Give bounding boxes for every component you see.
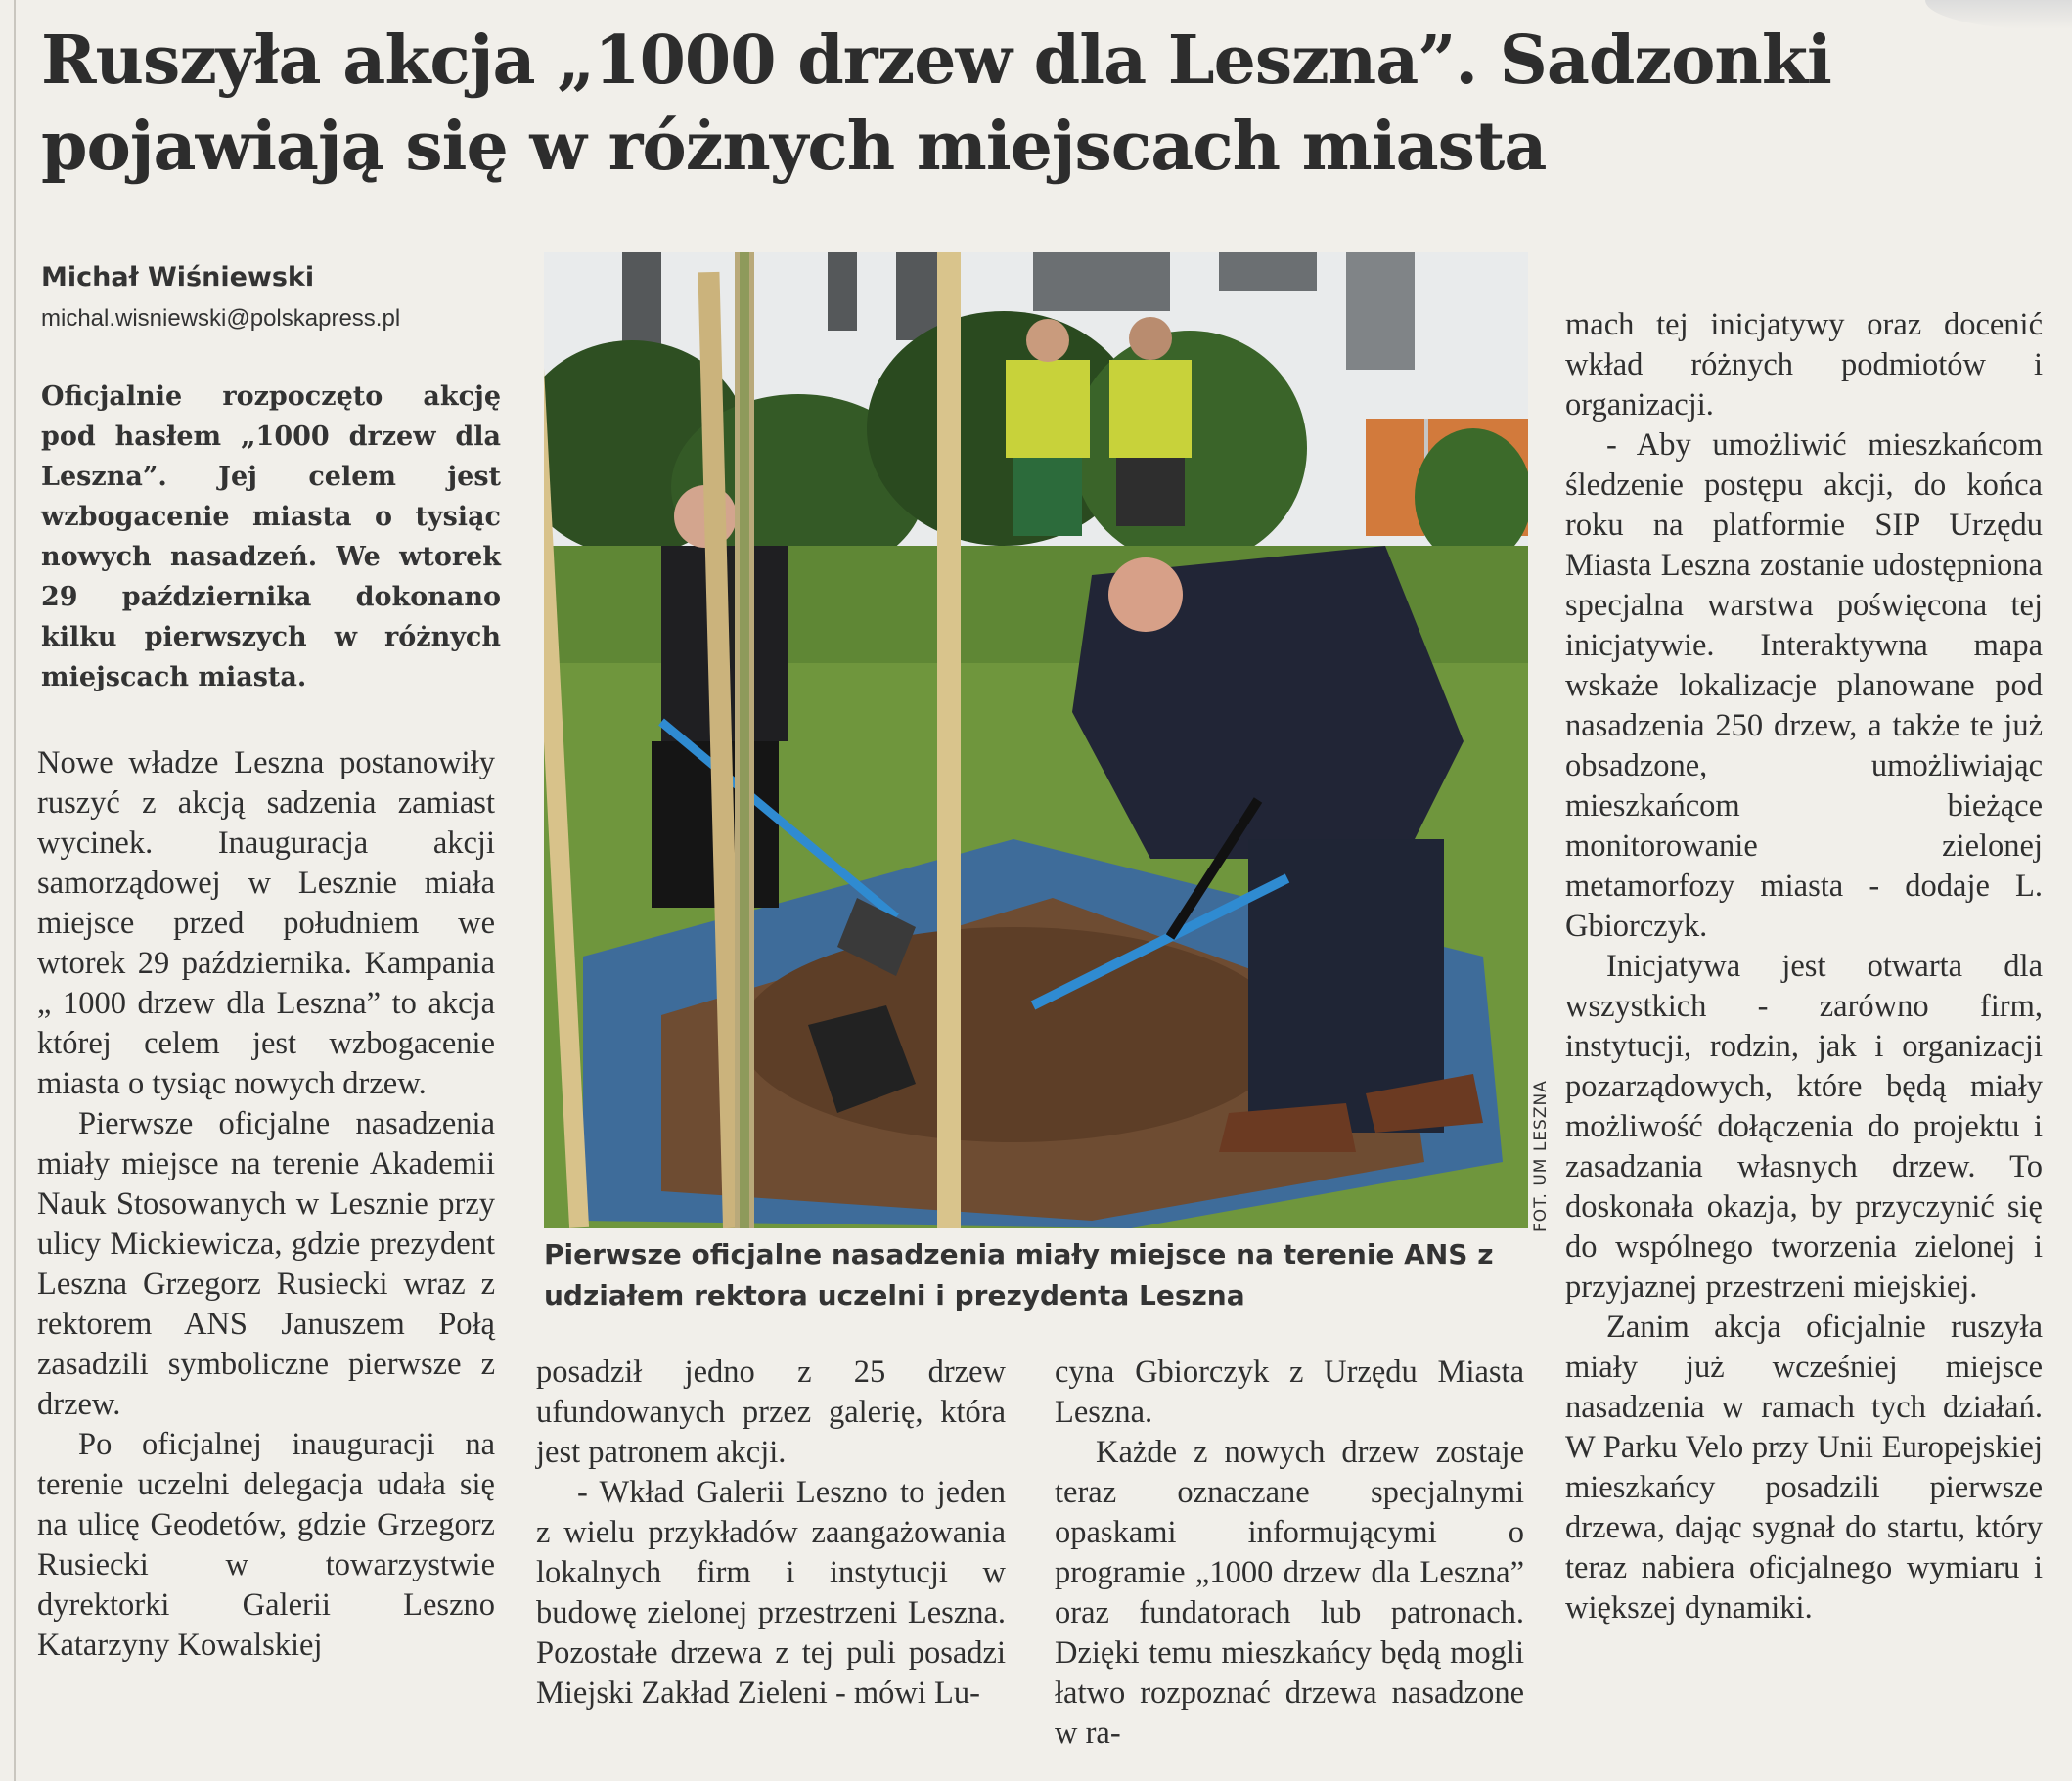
headline: Ruszyła akcja „1000 drzew dla Leszna”. Sadzonki pojawiają się w różnych miejscach miasta bbox=[41, 22, 1831, 186]
paragraph: Zanim akcja oficjalnie ruszyła miały już wcześniej miejsce nasadzenia w ramach tych działań. W Parku Velo przy Unii Europejskiej mieszkańcy posadzili pierwsze drzewa, dając sygnał do startu, który teraz nabiera oficjalnego wymiaru i większej dynamiki. bbox=[1565, 1310, 2043, 1625]
page-edge bbox=[14, 0, 16, 1781]
paragraph: Nowe władze Leszna postanowiły ruszyć z akcją sadzenia zamiast wycinek. Inauguracja akcji samorządowej w Lesznie miała miejsce przed południem we wtorek 29 października. Kampania „ 1000 drzew dla Leszna” to akcja której celem jest wzbogacenie miasta o tysiąc nowych drzew. bbox=[37, 745, 495, 1101]
text-column-3 bbox=[1055, 1353, 1524, 1754]
paragraph: - Aby umożliwić mieszkańcom śledzenie postępu akcji, do końca roku na platformie SIP Urzędu Miasta Leszna zostanie udostępniona specjalna warstwa poświęcona tej inicjatywie. Interaktywna mapa wskaże lokalizacje planowane pod nasadzenia 250 drzew, a także te już obsadzone, umożliwiając mieszkańcom bieżące monitorowanie zielonej metamorfozy miasta - dodaje L. Gbiorczyk. bbox=[1565, 427, 2043, 944]
author-name: Michał Wiśniewski bbox=[41, 262, 315, 292]
paragraph: Każde z nowych drzew zostaje teraz oznaczane specjalnymi opaskami informującymi o programie „1000 drzew dla Leszna” oraz fundatorach lub patronach. Dzięki temu mieszkańcy będą mogli łatwo rozpoznać drzewa nasadzone w ra- bbox=[1055, 1435, 1524, 1751]
text-column-1 bbox=[37, 743, 495, 1666]
article-photo bbox=[544, 252, 1528, 1228]
photo-credit: FOT. UM LESZNA bbox=[1531, 1080, 1551, 1232]
photo-caption: Pierwsze oficjalne nasadzenia miały miejsce na terenie ANS z udziałem rektora uczelni i prezydenta Leszna bbox=[544, 1238, 1494, 1312]
text-column-2 bbox=[536, 1353, 1006, 1714]
author-email: michal.wisniewski@polskapress.pl bbox=[41, 305, 401, 332]
paragraph: posadził jedno z 25 drzew ufundowanych przez galerię, która jest patronem akcji. bbox=[536, 1355, 1006, 1470]
paragraph: Pierwsze oficjalne nasadzenia miały miejsce na terenie Akademii Nauk Stosowanych w Lesznie przy ulicy Mickiewicza, gdzie prezydent Leszna Grzegorz Rusiecki wraz z rektorem ANS Januszem Połą zasadzili symboliczne pierwsze z drzew. bbox=[37, 1106, 495, 1422]
paragraph: - Wkład Galerii Leszno to jeden z wielu przykładów zaangażowania lokalnych firm i instytucji w budowę zielonej przestrzeni Leszna. Pozostałe drzewa z tej puli posadzi Miejski Zakład Zieleni - mówi Lu- bbox=[536, 1475, 1006, 1711]
paragraph: mach tej inicjatywy oraz docenić wkład różnych podmiotów i organizacji. bbox=[1565, 307, 2043, 423]
text-column-4 bbox=[1565, 305, 2043, 1628]
paragraph: Po oficjalnej inauguracji na terenie uczelni delegacja udała się na ulicę Geodetów, gdzie Grzegorz Rusiecki w towarzystwie dyrektorki Galerii Leszno Katarzyny Kowalskiej bbox=[37, 1427, 495, 1663]
paragraph: Inicjatywa jest otwarta dla wszystkich - zarówno firm, instytucji, rodzin, jak i organizacji pozarządowych, które będą miały możliwość dołączenia do projektu i zasadzania własnych drzew. To doskonała okazja, by przyczynić się do wspólnego tworzenia zielonej i przyjaznej przestrzeni miejskiej. bbox=[1565, 949, 2043, 1305]
lead-paragraph: Oficjalnie rozpoczęto akcję pod hasłem „1000 drzew dla Leszna”. Jej celem jest wzbogacenie miasta o tysiąc nowych nasadzeń. We wtorek 29 października dokonano kilku pierwszych w różnych miejscach miasta. bbox=[41, 381, 501, 692]
paragraph: cyna Gbiorczyk z Urzędu Miasta Leszna. bbox=[1055, 1355, 1524, 1430]
